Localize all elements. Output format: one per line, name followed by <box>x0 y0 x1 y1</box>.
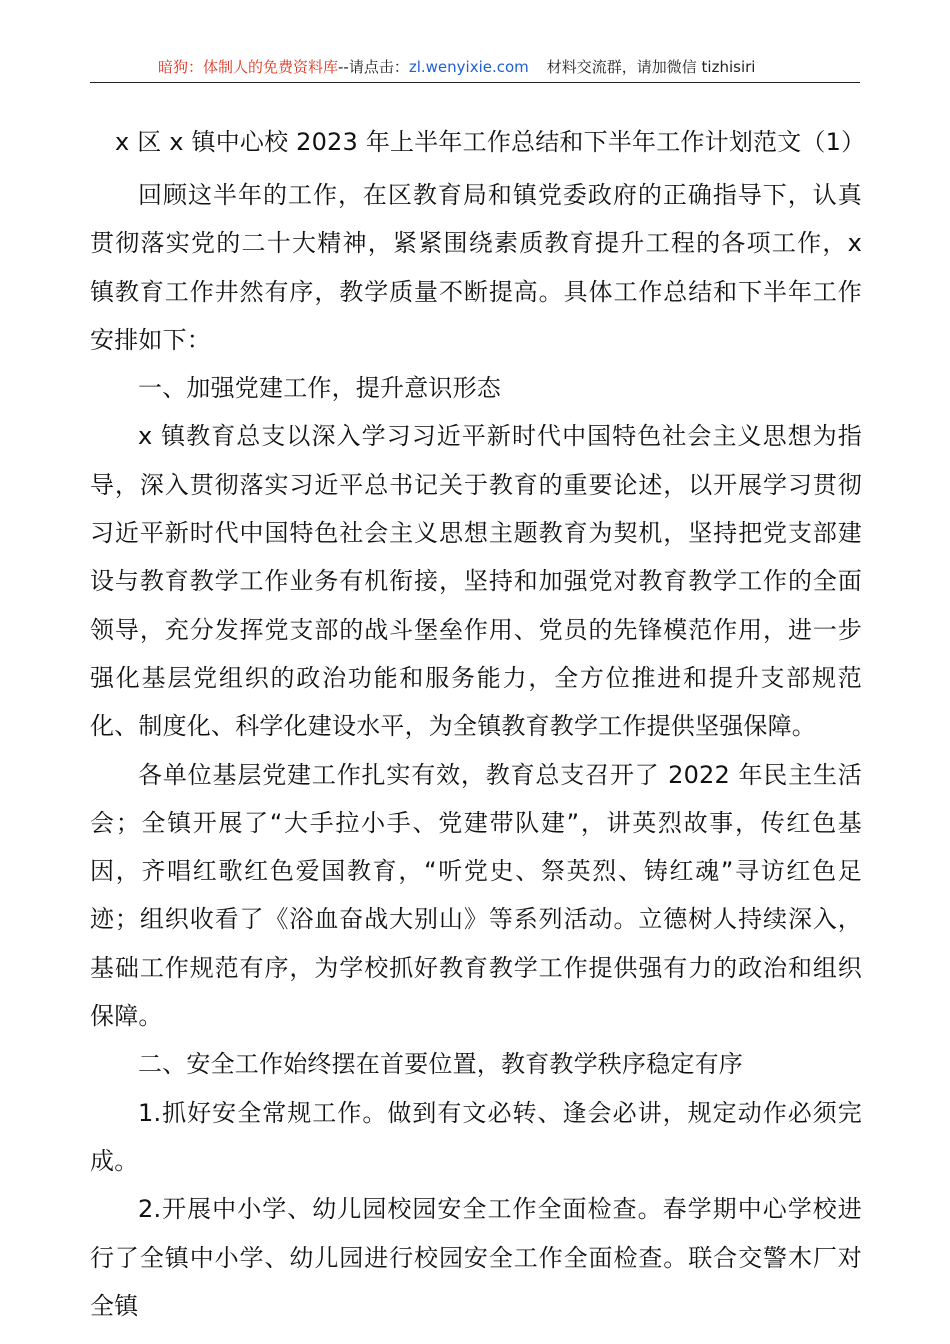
paragraph-safety-1: 1.抓好安全常规工作。做到有文必转、逢会必讲，规定动作必须完成。 <box>90 1098 862 1175</box>
header-link[interactable]: zl.wenyixie.com <box>408 58 529 76</box>
document-body <box>90 118 866 1330</box>
section-heading-1: 一、加强党建工作，提升意识形态 <box>138 374 501 403</box>
header-note: 材料交流群，请加微信 tizhisiri <box>546 58 756 76</box>
paragraph-party-building: x 镇教育总支以深入学习习近平新时代中国特色社会主义思想为指导，深入贯彻落实习近平总书记关于教育的重要论述，以开展学习贯彻习近平新时代中国特色社会主义思想主题教育为契机，坚持把党支部建设与教育教学工作业务有机衔接，坚持和加强党对教育教学工作的全面领导，充分发挥党支部的战斗堡垒作用、党员的先锋模范作用，进一步强化基层党组织的政治功能和服务能力，全方位推进和提升支部规范化、制度化、科学化建设水平，为全镇教育教学工作提供坚强保障。 <box>90 422 862 741</box>
paragraph-party-activities: 各单位基层党建工作扎实有效，教育总支召开了 2022 年民主生活会；全镇开展了“大手拉小手、党建带队建”，讲英烈故事，传红色基因，齐唱红歌红色爱国教育，“听党史、祭英烈、铸红魂”寻访红色足迹；组织收看了《浴血奋战大别山》等系列活动。立德树人持续深入，基础工作规范有序，为学校抓好教育教学工作提供强有力的政治和组织保障。 <box>90 760 862 1031</box>
header-brand: 暗狗：体制人的免费资料库 <box>158 58 339 76</box>
document-title: x 区 x 镇中心校 2023 年上半年工作总结和下半年工作计划范文（1） <box>115 128 866 156</box>
paragraph-intro: 回顾这半年的工作，在区教育局和镇党委政府的正确指导下，认真贯彻落实党的二十大精神，紧紧围绕素质教育提升工程的各项工作，x 镇教育工作井然有序，教学质量不断提高。具体工作总结和下半年工作安排如下： <box>90 181 862 354</box>
header-separator: --请点击： <box>338 58 409 76</box>
paragraph-safety-2: 2.开展中小学、幼儿园校园安全工作全面检查。春学期中心学校进行了全镇中小学、幼儿园进行校园安全工作全面检查。联合交警木厂对全镇 <box>90 1195 862 1320</box>
section-heading-2: 二、安全工作始终摆在首要位置，教育教学秩序稳定有序 <box>138 1050 743 1079</box>
page-header <box>90 52 860 83</box>
